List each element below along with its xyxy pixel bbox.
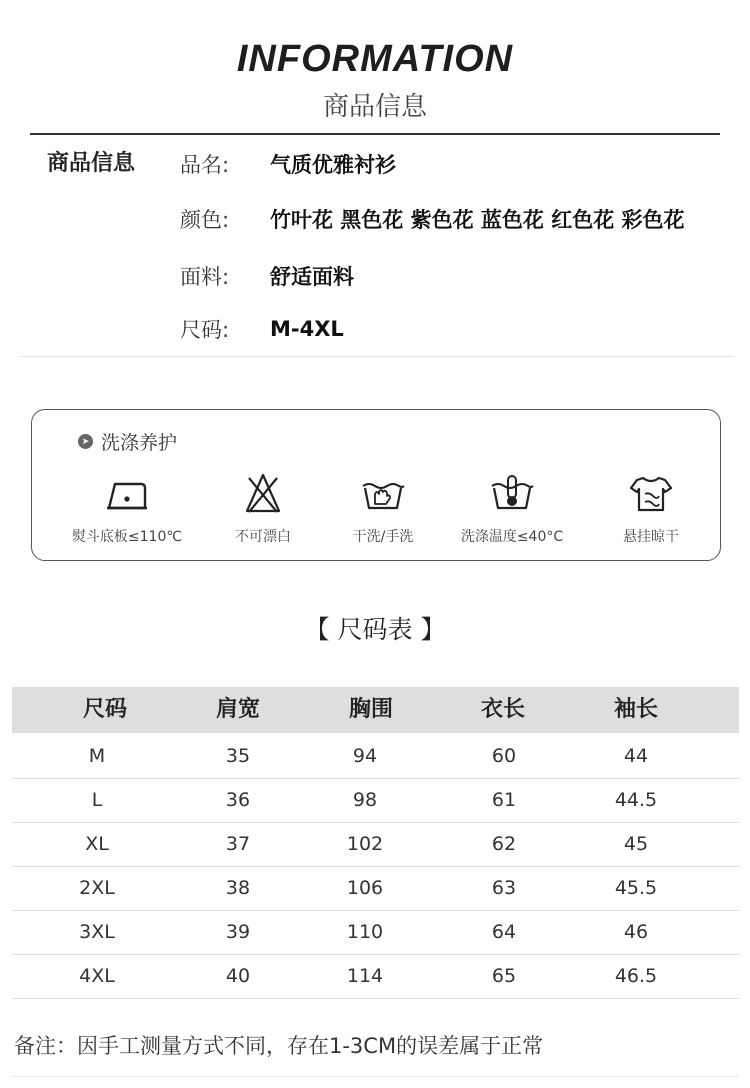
care-title-text: 洗涤养护	[101, 432, 178, 454]
table-row	[12, 823, 739, 867]
info-key: 尺码:	[180, 318, 230, 342]
table-cell: 2XL	[79, 877, 115, 899]
table-cell: 46	[623, 921, 649, 943]
table-cell: 37	[225, 833, 251, 855]
care-label: 悬挂晾干	[623, 529, 679, 545]
hand-wash-icon	[359, 472, 407, 516]
column-header: 肩宽	[215, 697, 261, 722]
table-row	[12, 911, 739, 955]
info-value: M-4XL	[270, 317, 344, 341]
product-info-heading: 商品信息	[47, 151, 136, 176]
column-header: 胸围	[348, 697, 394, 722]
iron-icon	[103, 472, 151, 516]
care-label: 不可漂白	[235, 529, 291, 545]
table-cell: 106	[346, 877, 384, 899]
table-cell: 63	[491, 877, 517, 899]
info-value: 舒适面料	[270, 265, 354, 289]
hang-dry-icon	[627, 472, 675, 516]
table-cell: 114	[346, 965, 384, 987]
table-cell: 46.5	[614, 965, 658, 987]
column-header: 衣长	[480, 697, 526, 722]
table-cell: 45.5	[614, 877, 658, 899]
info-row-name	[180, 147, 396, 181]
table-cell: 61	[491, 789, 517, 811]
header-divider	[30, 133, 720, 135]
table-row	[12, 779, 739, 823]
table-cell: M	[88, 745, 106, 767]
info-row-size	[180, 312, 344, 346]
column-header: 袖长	[613, 697, 659, 722]
table-cell: 62	[491, 833, 517, 855]
table-cell: 36	[225, 789, 251, 811]
table-cell: 35	[225, 745, 251, 767]
care-label: 干洗/手洗	[352, 529, 414, 545]
table-cell: 64	[491, 921, 517, 943]
care-item-hang-dry	[571, 472, 731, 546]
table-cell: 38	[225, 877, 251, 899]
care-label: 熨斗底板≤110℃	[71, 529, 183, 545]
table-cell: 65	[491, 965, 517, 987]
footer-divider	[12, 1076, 739, 1077]
no-bleach-icon	[239, 472, 287, 516]
info-value: 竹叶花 黑色花 紫色花 蓝色花 红色花 彩色花	[270, 208, 685, 232]
table-cell: 45	[623, 833, 649, 855]
care-item-wash-temp	[432, 472, 592, 546]
table-cell: 102	[346, 833, 384, 855]
table-row	[12, 955, 739, 999]
table-row	[12, 867, 739, 911]
wash-temperature-icon	[488, 472, 536, 516]
table-cell: 39	[225, 921, 251, 943]
info-row-fabric	[180, 259, 354, 293]
care-label: 洗涤温度≤40°C	[460, 529, 564, 545]
table-cell: 60	[491, 745, 517, 767]
info-row-color	[180, 202, 685, 236]
measurement-note: 备注：因手工测量方式不同，存在1-3CM的误差属于正常	[14, 1034, 544, 1058]
page-title-chinese: 商品信息	[322, 92, 427, 122]
size-table-header	[12, 687, 739, 733]
table-cell: 40	[225, 965, 251, 987]
info-key: 品名:	[180, 153, 230, 177]
table-cell: 110	[346, 921, 384, 943]
table-cell: 98	[352, 789, 378, 811]
table-cell: 44	[623, 745, 649, 767]
info-key: 颜色:	[180, 208, 230, 232]
table-cell: 44.5	[614, 789, 658, 811]
info-divider	[20, 356, 734, 357]
info-key: 面料:	[180, 265, 230, 289]
care-title	[78, 428, 177, 455]
size-chart-title: 【 尺码表 】	[304, 615, 446, 644]
arrow-bullet-icon: ➤	[78, 434, 93, 449]
table-cell: 3XL	[79, 921, 115, 943]
info-value: 气质优雅衬衫	[270, 153, 396, 177]
table-cell: 4XL	[79, 965, 115, 987]
table-cell: L	[91, 789, 103, 811]
table-row	[12, 735, 739, 779]
column-header: 尺码	[82, 697, 128, 722]
table-cell: 94	[352, 745, 378, 767]
page-title-english: INFORMATION	[236, 38, 514, 80]
table-cell: XL	[85, 833, 109, 855]
